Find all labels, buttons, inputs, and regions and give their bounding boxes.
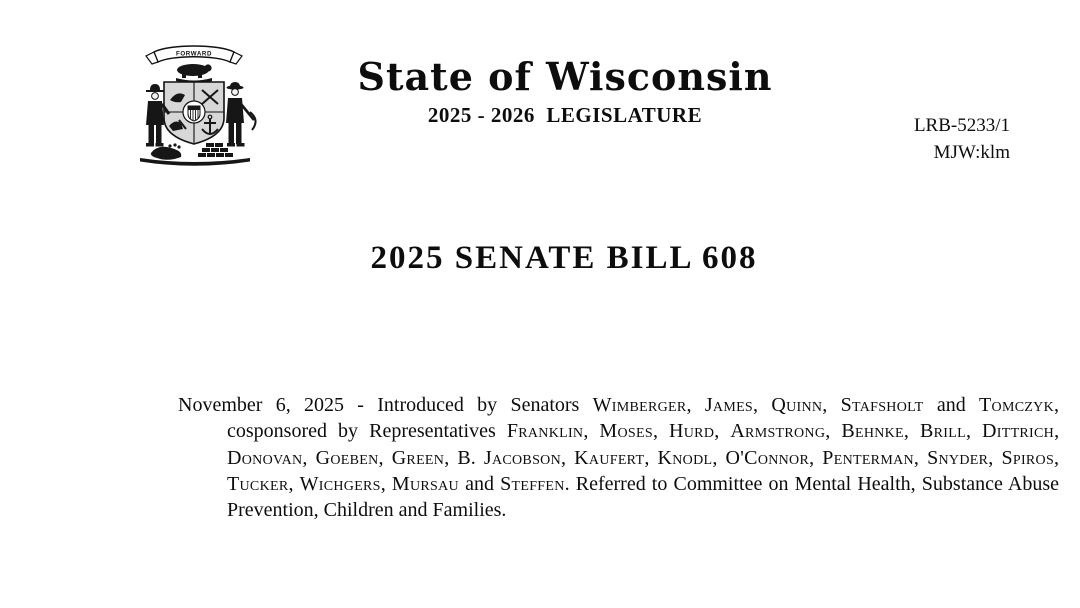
legislator-name: Steffen	[500, 472, 565, 495]
motto-ribbon	[146, 46, 242, 64]
introduction-paragraph	[178, 392, 1059, 523]
legislator-name: Snyder	[927, 446, 989, 469]
intro-text-run: ,	[560, 446, 575, 469]
legislator-name: Wimberger	[592, 394, 687, 416]
intro-text-run: ,	[288, 472, 300, 495]
legislator-name: Kaufert	[574, 446, 645, 469]
intro-text-run: , B.	[444, 446, 484, 469]
intro-text-run: ,	[965, 420, 983, 443]
intro-text-run: ,	[903, 420, 920, 443]
intro-text-run: ,	[652, 420, 670, 443]
legislator-name: Quinn	[771, 394, 823, 416]
intro-text-run: ,	[825, 420, 842, 443]
legislator-name: Dittrich	[982, 420, 1055, 443]
intro-text-run: ,	[753, 394, 772, 416]
intro-text-run: ,	[988, 446, 1002, 469]
cornucopia	[151, 143, 181, 159]
intro-text-run: ,	[1054, 446, 1060, 469]
legislator-name: Tomczyk	[979, 394, 1055, 416]
lrb-number: LRB-5233/1	[913, 115, 1010, 136]
legislator-name: Wichgers	[299, 472, 381, 495]
intro-text-run: ,	[913, 446, 928, 469]
us-shield	[188, 106, 200, 121]
bill-title: 2025 SENATE BILL 608	[370, 240, 758, 276]
intro-text-run: ,	[378, 446, 392, 469]
legislator-name: Behnke	[841, 420, 904, 443]
intro-text-run: ,	[822, 394, 841, 416]
badger-crest	[176, 64, 212, 84]
state-title: State of Wisconsin	[357, 54, 773, 99]
legislator-name: James	[704, 394, 754, 416]
intro-text-run: and	[923, 394, 980, 416]
crest-motto-text: FORWARD	[175, 50, 213, 58]
legislator-name: Moses	[599, 420, 653, 443]
intro-text-run: and	[458, 472, 501, 495]
legislator-name: Jacobson	[483, 446, 561, 469]
legislator-name: Donovan	[227, 446, 303, 469]
miner-supporter	[226, 82, 256, 147]
legislator-name: Mursau	[391, 472, 459, 495]
intro-text-run: ,	[583, 420, 600, 443]
lrb-reference-block	[914, 112, 1010, 166]
legislature-session: 2025 - 2026 LEGISLATURE	[427, 103, 703, 127]
legislator-name: Goeben	[315, 446, 379, 469]
legislator-name: Spiros	[1001, 446, 1055, 469]
letterhead	[300, 54, 830, 127]
intro-text-run: ,	[712, 446, 726, 469]
base-ribbon	[140, 158, 250, 166]
intro-text-run: ,	[302, 446, 316, 469]
legislator-name: Knodl	[657, 446, 713, 469]
legislator-name: Tucker	[227, 472, 289, 495]
intro-text-run: , cosponsored by Representatives	[227, 394, 1060, 443]
intro-text-run: ,	[686, 394, 705, 416]
wisconsin-coat-of-arms	[124, 40, 266, 166]
intro-text-run: November 6, 2025 - Introduced by Senators	[178, 394, 593, 416]
intro-text-run: ,	[809, 446, 823, 469]
intro-text-run: ,	[380, 472, 392, 495]
legislator-name: Franklin	[506, 420, 584, 443]
legislator-name: Brill	[919, 420, 966, 443]
legislator-name: Stafsholt	[840, 394, 924, 416]
legislator-name: Green	[391, 446, 445, 469]
legislator-name: O'Connor	[725, 446, 810, 469]
drafter-initials: MJW:klm	[933, 142, 1010, 163]
intro-text-run: ,	[714, 420, 731, 443]
intro-text-run: ,	[644, 446, 658, 469]
legislator-name: Armstrong	[730, 420, 826, 443]
shield	[164, 82, 224, 144]
intro-text-run: ,	[1054, 420, 1060, 443]
legislator-name: Penterman	[822, 446, 914, 469]
legislator-name: Hurd	[669, 420, 715, 443]
intro-text-run: . Referred to Committee on Mental Health, Substance Abuse Prevention, Children and Families.	[227, 472, 1059, 522]
